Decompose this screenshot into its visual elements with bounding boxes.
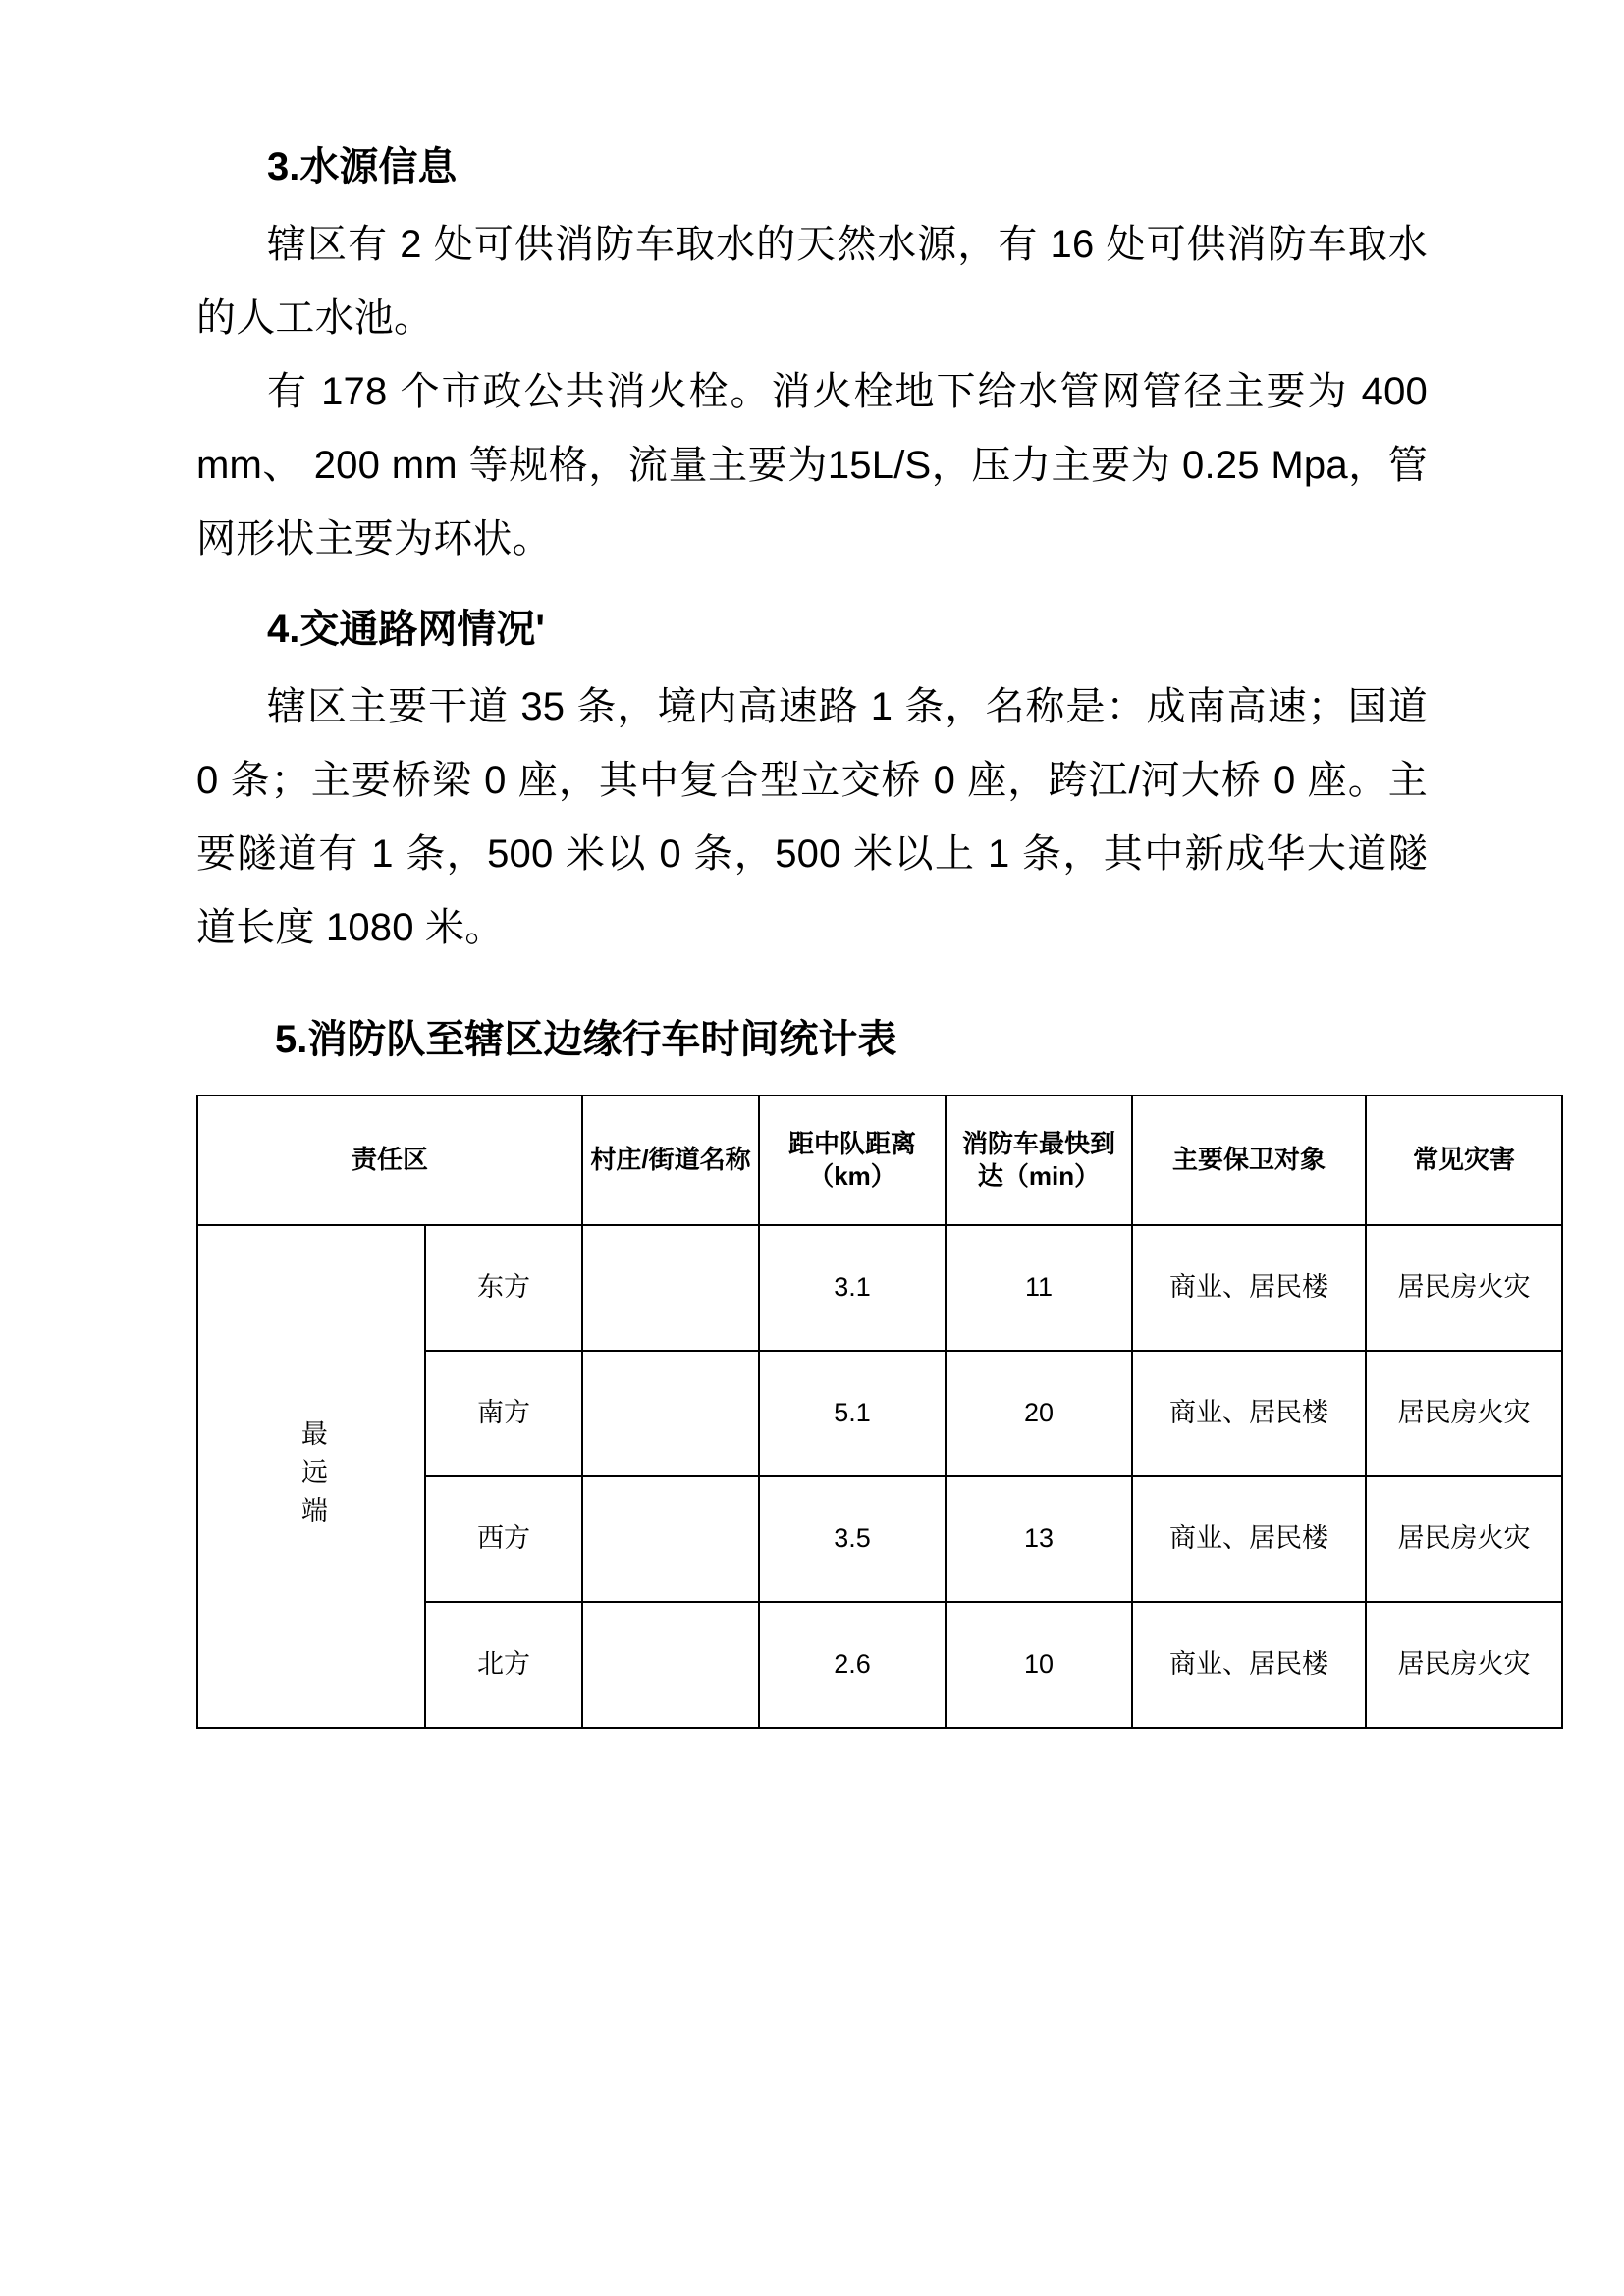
table-cell-direction: 北方 (425, 1602, 582, 1728)
table-header-row (197, 1095, 1562, 1225)
table-header-distance-km: 距中队距离（km） (759, 1095, 946, 1225)
table-cell-common-hazard: 居民房火灾 (1366, 1225, 1562, 1351)
table-cell-distance: 2.6 (759, 1602, 946, 1728)
table-cell-time: 10 (946, 1602, 1132, 1728)
drive-time-statistics-table (196, 1095, 1563, 1729)
table-cell-direction: 东方 (425, 1225, 582, 1351)
table-cell-row-group-label: 最远端 (197, 1225, 425, 1728)
table-cell-village (582, 1476, 759, 1602)
table-cell-village (582, 1351, 759, 1476)
table-cell-time: 13 (946, 1476, 1132, 1602)
table-cell-distance: 5.1 (759, 1351, 946, 1476)
section-heading-drive-time-table: 5.消防队至辖区边缘行车时间统计表 (275, 1018, 897, 1061)
paragraph-water-source-1: 辖区有 2 处可供消防车取水的天然水源，有 16 处可供消防车取水的人工水池。 (196, 223, 1428, 340)
table-header-responsibility-area: 责任区 (197, 1095, 582, 1225)
table-cell-common-hazard: 居民房火灾 (1366, 1351, 1562, 1476)
table-cell-protect-target: 商业、居民楼 (1132, 1351, 1366, 1476)
paragraph-water-source-2: 有 178 个市政公共消火栓。消火栓地下给水管网管径主要为 400 mm、 200 mm 等规格，流量主要为15L/S，压力主要为 0.25 Mpa，管网形状主要为环状。 (196, 370, 1428, 561)
table-header-common-hazard: 常见灾害 (1366, 1095, 1562, 1225)
table-cell-protect-target: 商业、居民楼 (1132, 1602, 1366, 1728)
table-cell-time: 11 (946, 1225, 1132, 1351)
document-body (196, 145, 1531, 1729)
table-cell-distance: 3.5 (759, 1476, 946, 1602)
table-cell-common-hazard: 居民房火灾 (1366, 1476, 1562, 1602)
table-cell-common-hazard: 居民房火灾 (1366, 1602, 1562, 1728)
table-cell-protect-target: 商业、居民楼 (1132, 1476, 1366, 1602)
table-header-village-street-name: 村庄/街道名称 (582, 1095, 759, 1225)
table-cell-direction: 南方 (425, 1351, 582, 1476)
table-row (197, 1225, 1562, 1351)
content-spacer (196, 965, 1428, 1020)
table-header-fastest-arrival-min: 消防车最快到达（min） (946, 1095, 1132, 1225)
table-cell-village (582, 1602, 759, 1728)
paragraph-traffic-network-1: 辖区主要干道 35 条，境内高速路 1 条，名称是：成南高速；国道 0 条；主要桥梁 0 座，其中复合型立交桥 0 座，跨江/河大桥 0 座。主要隧道有 1 条，500 米以 0 条，500 米以上 1 条，其中新成华大道隧道长度 1080 米。 (196, 685, 1428, 949)
table-header-main-protection-target: 主要保卫对象 (1132, 1095, 1366, 1225)
section-heading-water-source: 3.水源信息 (267, 145, 458, 188)
section-heading-traffic-network: 4.交通路网情况' (267, 608, 545, 651)
table-cell-protect-target: 商业、居民楼 (1132, 1225, 1366, 1351)
table-cell-direction: 西方 (425, 1476, 582, 1602)
table-cell-village (582, 1225, 759, 1351)
table-cell-distance: 3.1 (759, 1225, 946, 1351)
table-body (197, 1225, 1562, 1728)
table-header (197, 1095, 1562, 1225)
table-cell-time: 20 (946, 1351, 1132, 1476)
